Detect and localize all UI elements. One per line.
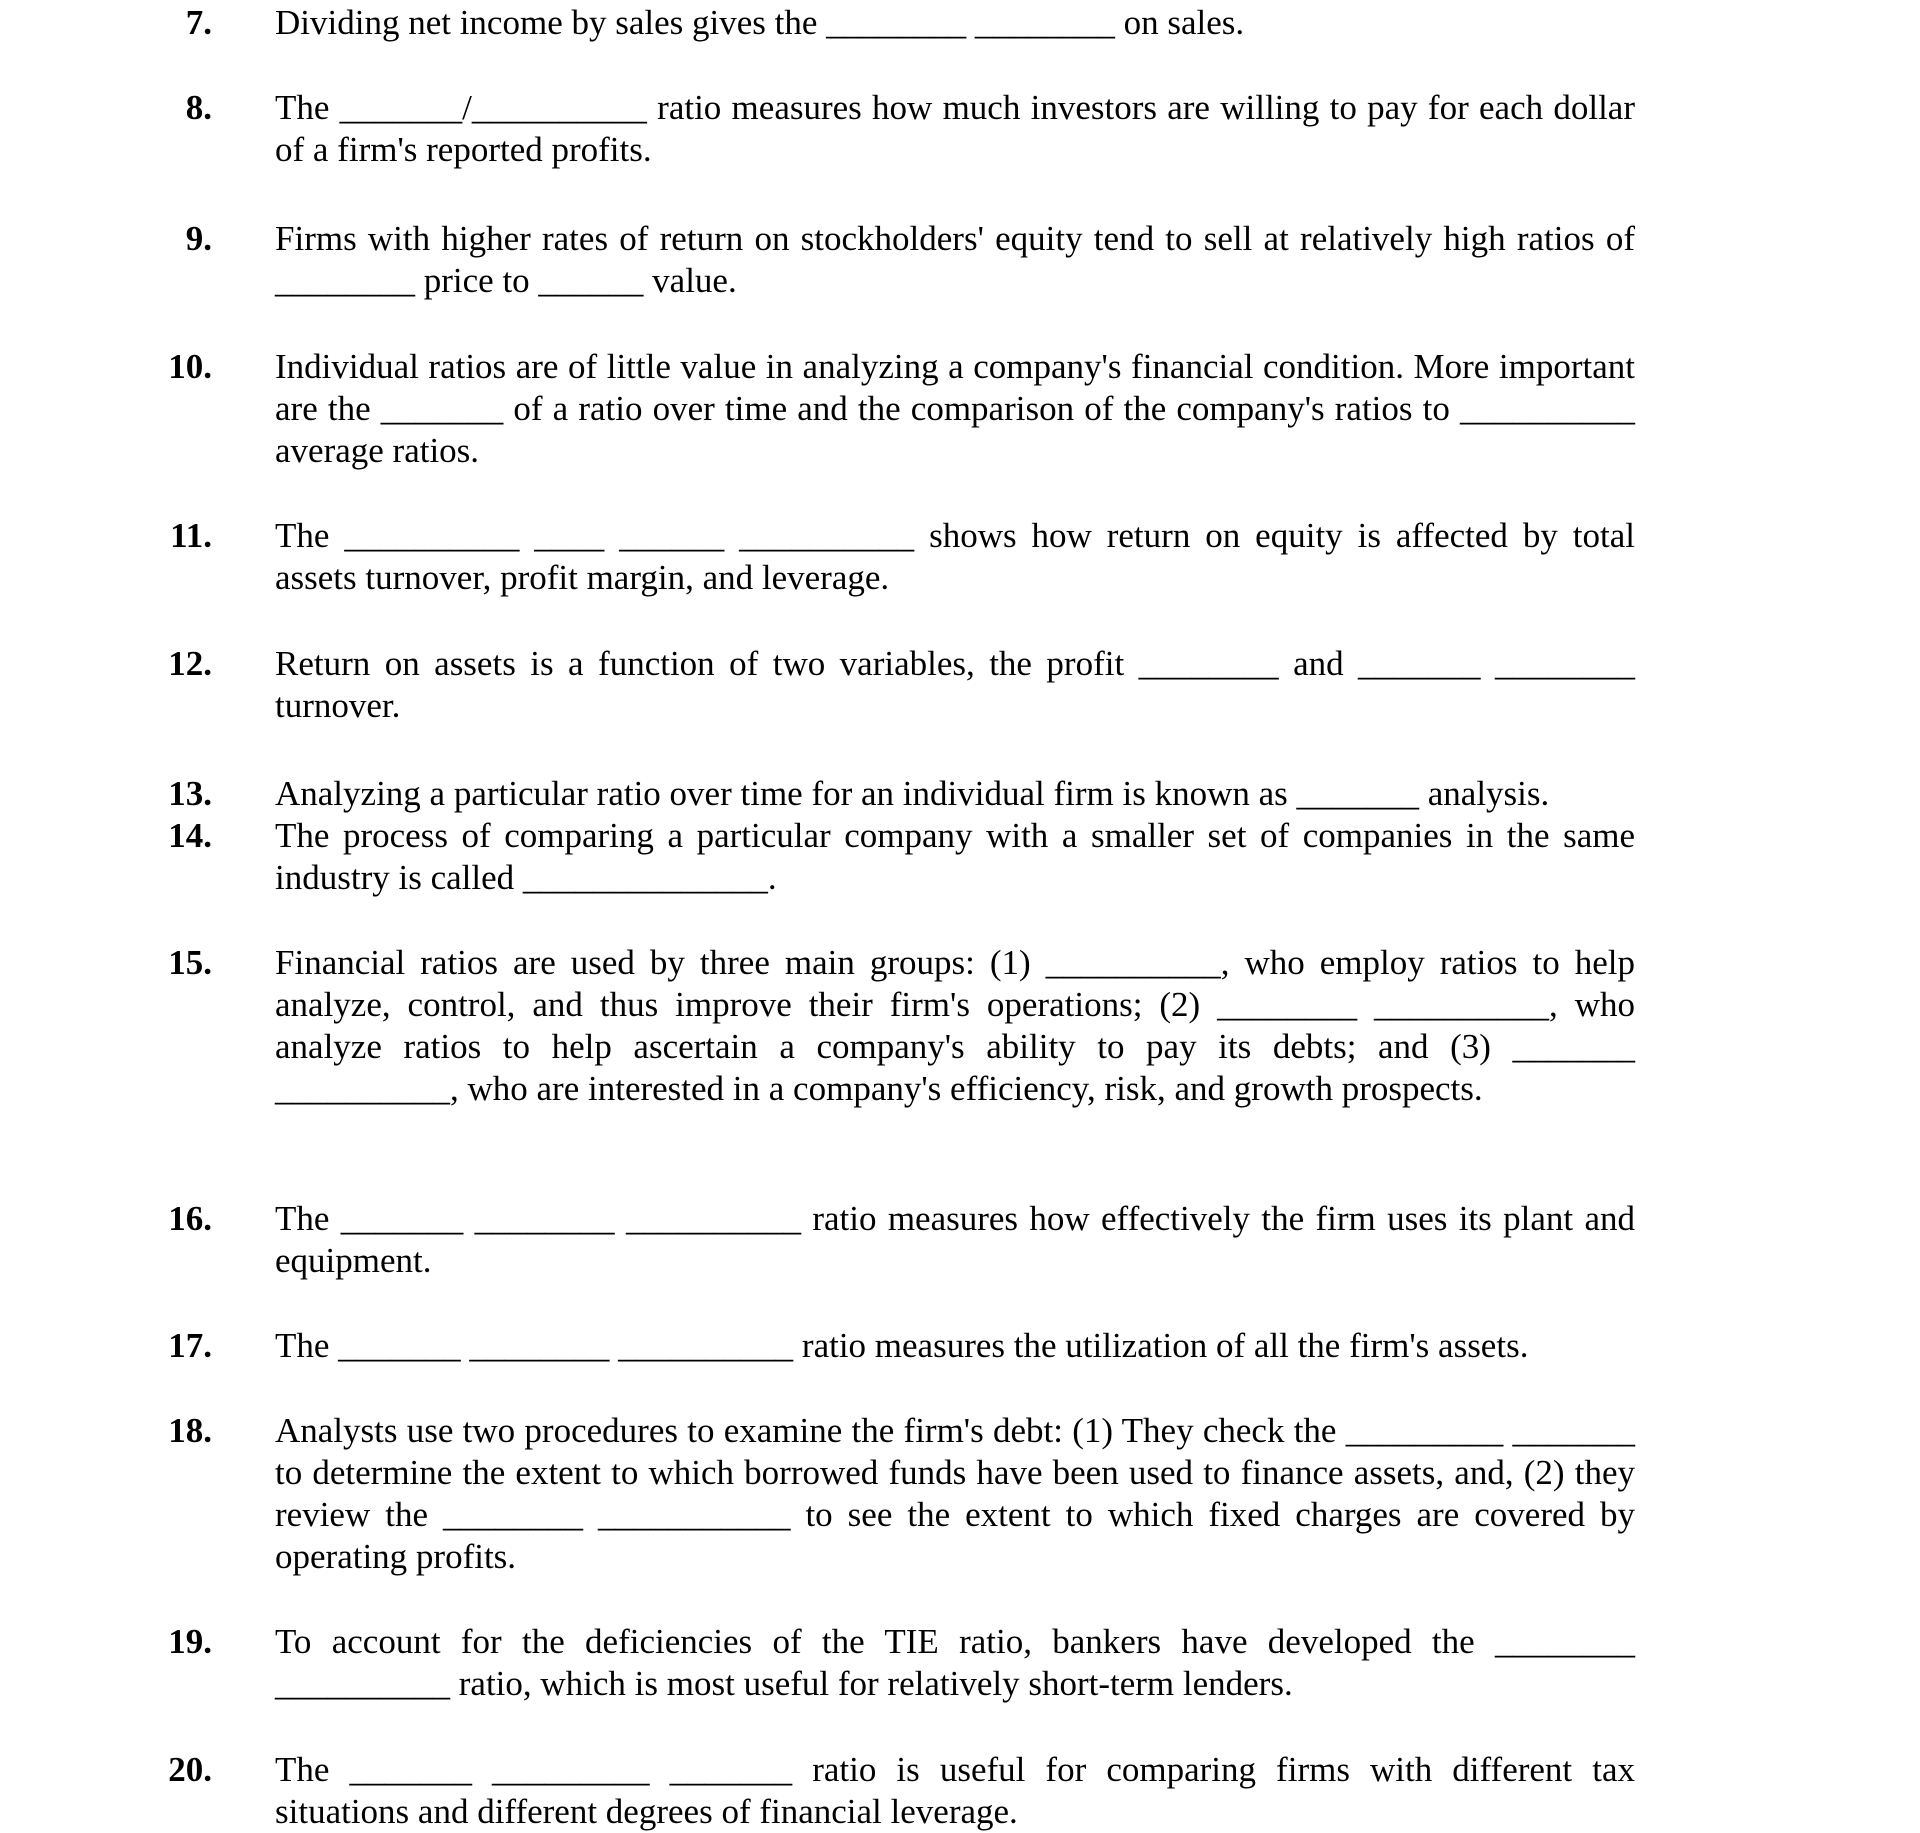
- question-text: The _______/__________ ratio measures how much investors are willing to pay for each dollar of a firm's reported profits.: [275, 88, 1635, 169]
- question-text: The process of comparing a particular company with a smaller set of companies in the same industry is called ______________.: [275, 816, 1635, 897]
- question-text: Analyzing a particular ratio over time for an individual firm is known as _______ analysis.: [275, 774, 1550, 813]
- question-text: The _______ _________ _______ ratio is useful for comparing firms with different tax situations and different degrees of financial leverage.: [275, 1750, 1635, 1831]
- question-number: 18.: [168, 1411, 212, 1450]
- question-number: 7.: [185, 3, 212, 42]
- question-text: Dividing net income by sales gives the ________ ________ on sales.: [275, 3, 1245, 42]
- question-number: 17.: [168, 1326, 212, 1365]
- question-number: 14.: [168, 816, 212, 855]
- question-number: 10.: [168, 347, 212, 386]
- question-text: Return on assets is a function of two variables, the profit ________ and _______ ________ turnover.: [275, 644, 1635, 725]
- question-number: 20.: [168, 1750, 212, 1789]
- question-number: 13.: [168, 774, 212, 813]
- question-number: 9.: [185, 219, 212, 258]
- question-number: 15.: [168, 943, 212, 982]
- question-number: 8.: [185, 88, 212, 127]
- question-text: To account for the deficiencies of the TIE ratio, bankers have developed the ________ __________ ratio, which is most useful for relatively short-term lenders.: [275, 1622, 1635, 1703]
- question-number: 11.: [170, 516, 212, 555]
- question-number: 12.: [168, 644, 212, 683]
- question-number: 19.: [168, 1622, 212, 1661]
- question-text: The _______ ________ __________ ratio measures the utilization of all the firm's assets.: [275, 1326, 1529, 1365]
- question-number: 16.: [168, 1199, 212, 1238]
- question-text: The __________ ____ ______ __________ shows how return on equity is affected by total assets turnover, profit margin, and leverage.: [275, 516, 1635, 597]
- question-text: Individual ratios are of little value in analyzing a company's financial condition. More important are the _______ of a ratio over time and the comparison of the company's ratios to __________ average ratios.: [275, 347, 1635, 470]
- question-text: Financial ratios are used by three main groups: (1) __________, who employ ratios to help analyze, control, and thus improve their firm's operations; (2) ________ __________, who analyze ratios to help ascertain a company's ability to pay its debts; and (3) _______ __________, who are interested in a company's efficiency, risk, and growth prospects.: [275, 943, 1635, 1108]
- question-text: Analysts use two procedures to examine the firm's debt: (1) They check the _________ _______ to determine the extent to which borrowed funds have been used to finance assets, and, (2) they review the ________ ___________ to see the extent to which fixed charges are covered by operating profits.: [275, 1411, 1635, 1576]
- question-text: Firms with higher rates of return on stockholders' equity tend to sell at relatively high ratios of ________ price to ______ value.: [275, 219, 1635, 300]
- question-text: The _______ ________ __________ ratio measures how effectively the firm uses its plant and equipment.: [275, 1199, 1635, 1280]
